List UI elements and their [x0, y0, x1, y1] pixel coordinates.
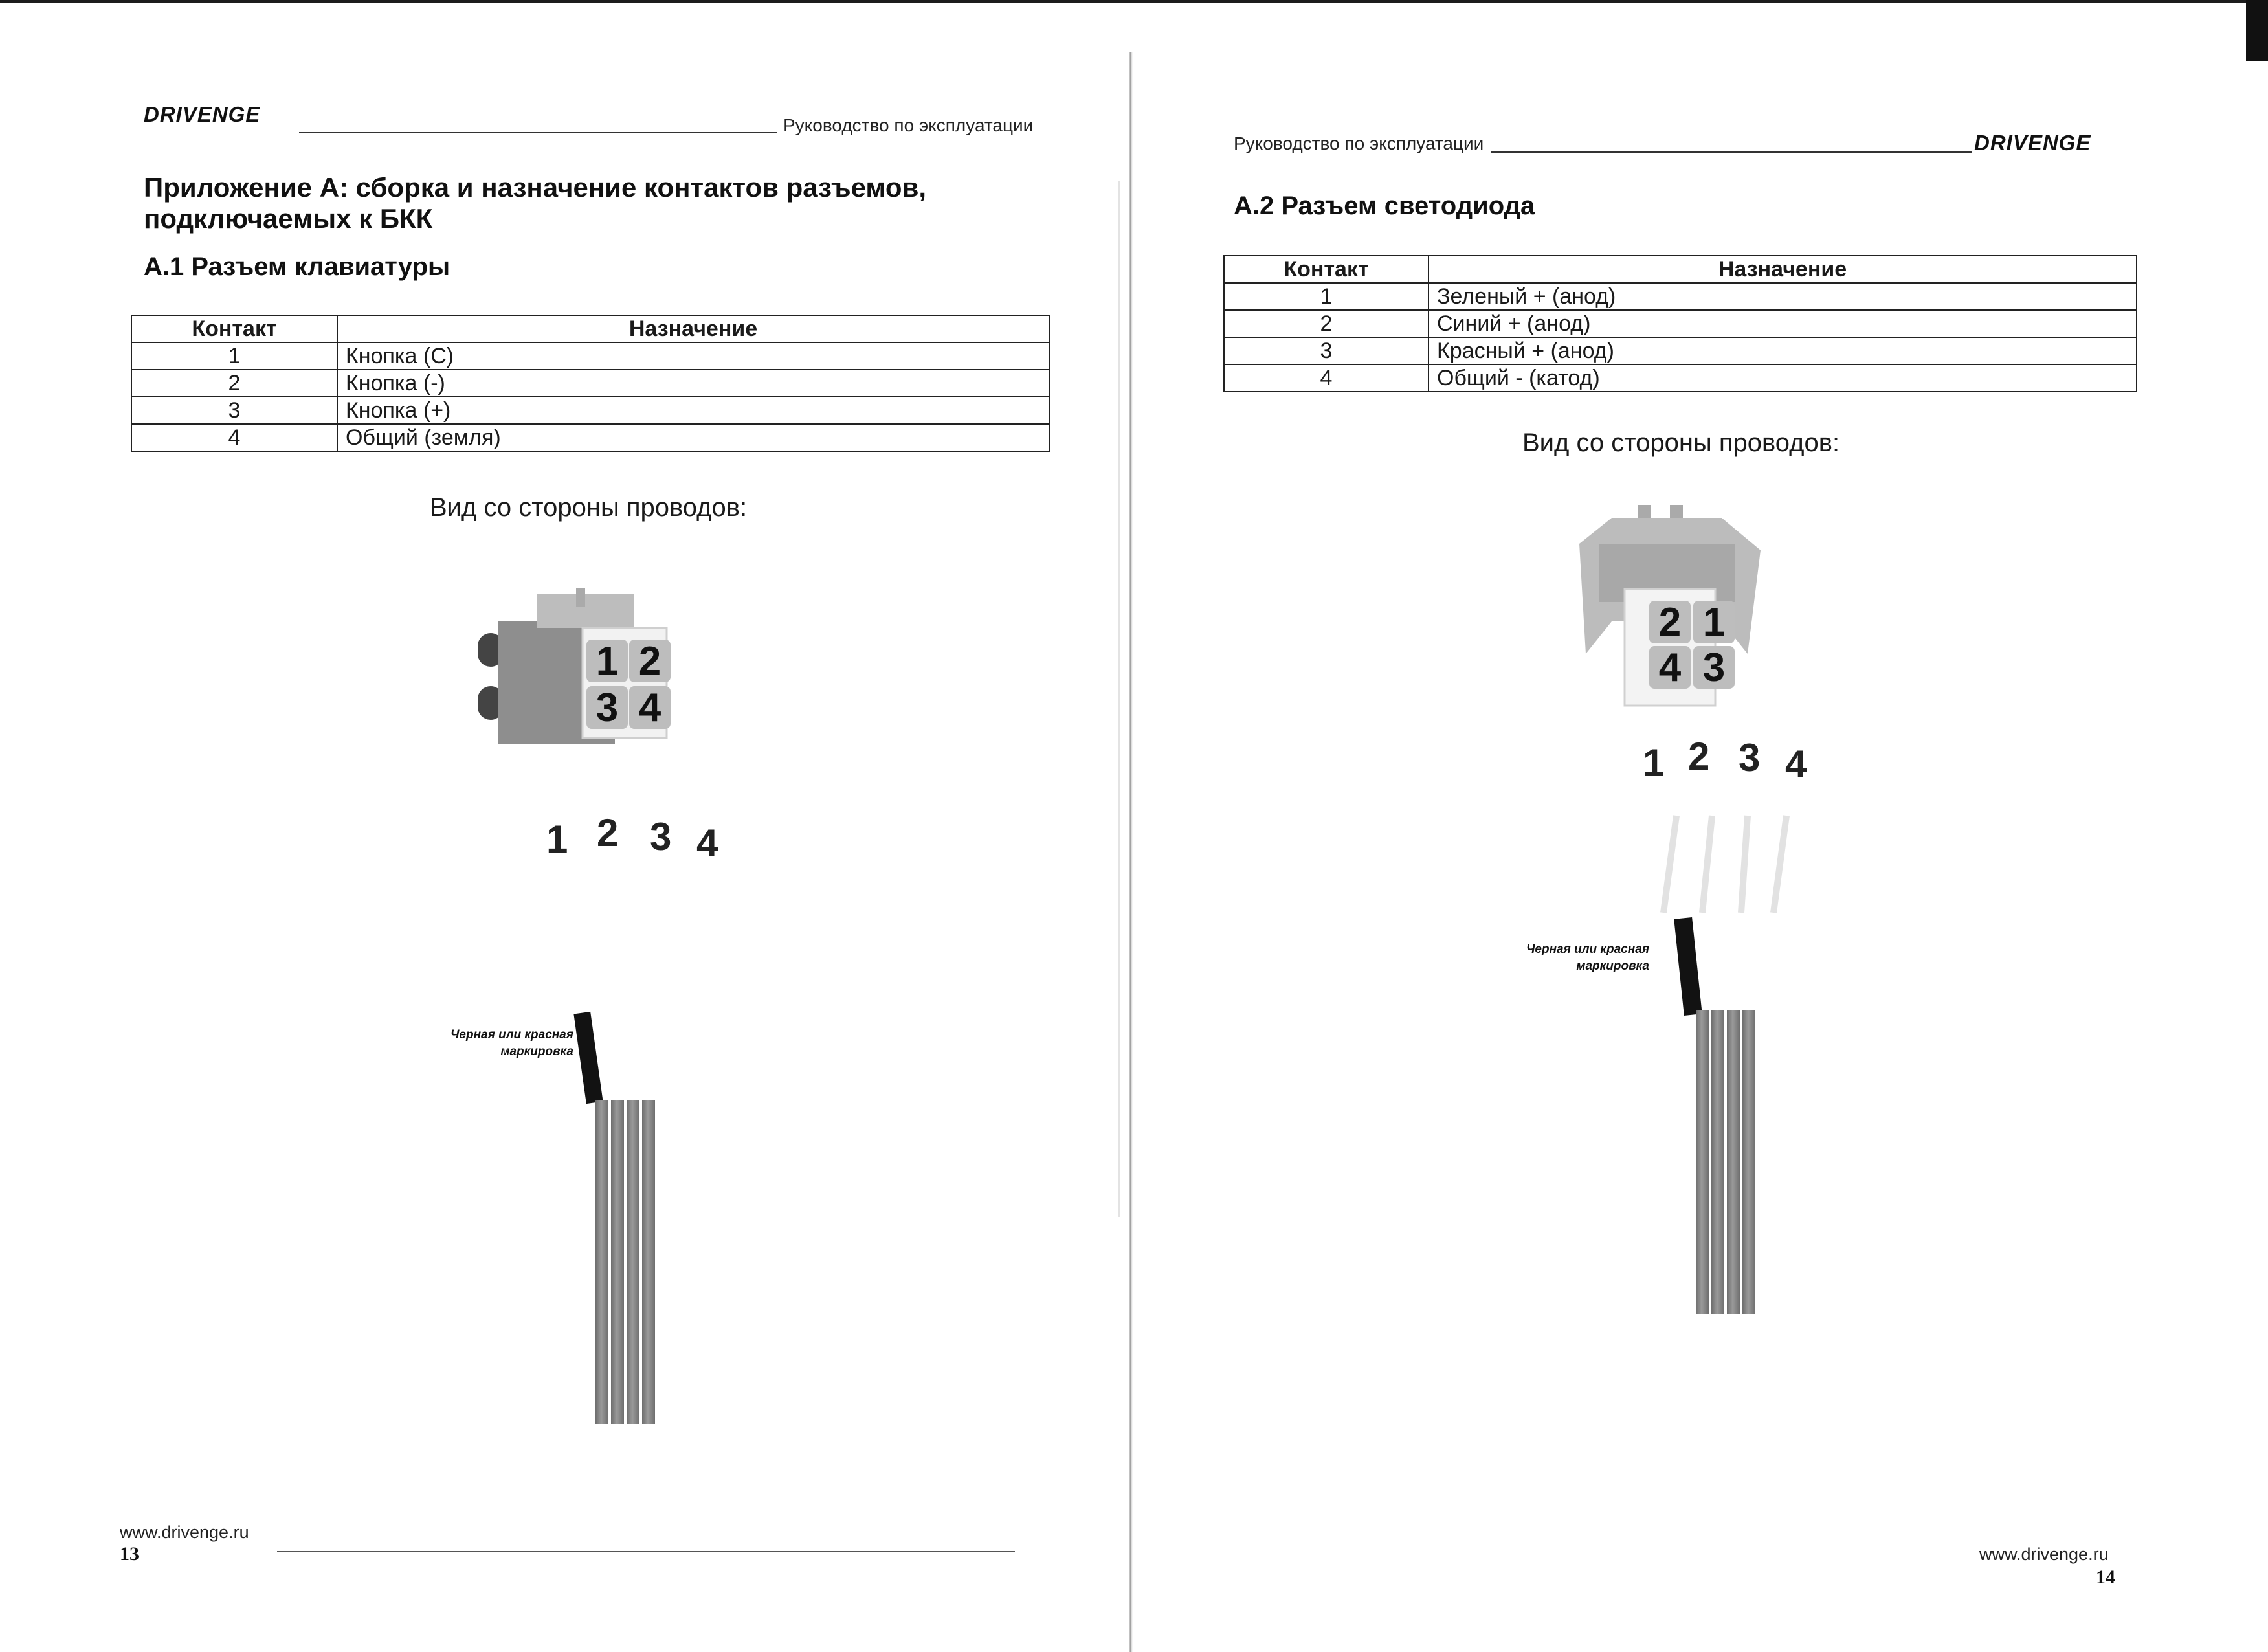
purpose-cell: Кнопка (С) [337, 342, 1049, 370]
wire [1742, 1010, 1755, 1314]
col-header-contact: Контакт [1224, 256, 1429, 283]
page-number: 13 [120, 1543, 139, 1565]
pin-table [131, 315, 1050, 452]
footer-rule [277, 1551, 1015, 1552]
connector-pin: 2 [1649, 601, 1691, 643]
table-row [131, 342, 1049, 370]
book-spine [1129, 52, 1133, 1652]
wire-bundle [1670, 913, 1773, 1321]
header-text: Руководство по эксплуатации [1234, 133, 1484, 153]
section-title: А.2 Разъем светодиода [1234, 192, 1535, 220]
pin-table [1223, 255, 2137, 392]
col-header-purpose: Назначение [337, 315, 1049, 342]
wire [1696, 1010, 1709, 1314]
view-label: Вид со стороны проводов: [430, 493, 748, 522]
contact-cell: 1 [1224, 283, 1429, 310]
wire-number: 1 [1643, 741, 1665, 785]
black-marking-sleeve [1674, 917, 1702, 1016]
connector-pin: 1 [1693, 601, 1735, 643]
header-text: Руководство по эксплуатации [783, 115, 1034, 135]
table-row [1224, 283, 2137, 310]
wire-number: 4 [1785, 742, 1807, 786]
black-marking-sleeve [573, 1012, 603, 1104]
col-header-purpose: Назначение [1429, 256, 2137, 283]
marking-label-line: Черная или красная [450, 1028, 573, 1042]
wire [642, 1100, 655, 1424]
contact-cell: 1 [131, 342, 337, 370]
contact-cell: 3 [131, 397, 337, 424]
contact-cell: 4 [131, 424, 337, 451]
view-label: Вид со стороны проводов: [1522, 429, 1840, 457]
footer-url: www.drivenge.ru [1979, 1545, 2109, 1564]
marking-label [388, 1027, 573, 1060]
table-row [1224, 364, 2137, 392]
page-fold-shadow [1118, 181, 1120, 1217]
contact-cell: 2 [1224, 310, 1429, 337]
wire [627, 1100, 639, 1424]
connector-pin: 4 [1649, 646, 1691, 689]
wire-number: 3 [650, 815, 672, 858]
wire [1711, 1010, 1724, 1314]
appendix-title: Приложение А: сборка и назначение контактов разъемов, подключаемых к БКК [144, 172, 927, 234]
table-row [1224, 310, 2137, 337]
keyboard-connector [472, 583, 680, 757]
marking-label-line: маркировка [1576, 959, 1649, 973]
header-rule [299, 132, 777, 133]
connector-pin: 3 [1693, 646, 1735, 689]
section-title: А.1 Разъем клавиатуры [144, 252, 450, 281]
contact-cell: 2 [131, 370, 337, 397]
wire-bundle [576, 1003, 680, 1431]
contact-cell: 3 [1224, 337, 1429, 364]
col-header-contact: Контакт [131, 315, 337, 342]
marking-label-line: Черная или красная [1526, 943, 1649, 956]
wire-number: 2 [597, 811, 619, 854]
wire [611, 1100, 624, 1424]
wire-number: 1 [546, 818, 568, 861]
purpose-cell: Зеленый + (анод) [1429, 283, 2137, 310]
brand-logo: DRIVENGE [1974, 131, 2091, 155]
purpose-cell: Кнопка (-) [337, 370, 1049, 397]
table-row [131, 370, 1049, 397]
purpose-cell: Кнопка (+) [337, 397, 1049, 424]
connector-pin: 1 [586, 640, 628, 682]
purpose-cell: Красный + (анод) [1429, 337, 2137, 364]
scan-edge-top [0, 0, 2268, 3]
table-row [1224, 337, 2137, 364]
wire-number: 3 [1739, 736, 1761, 779]
purpose-cell: Общий (земля) [337, 424, 1049, 451]
header-rule [1491, 151, 1972, 153]
scan-edge-corner [2246, 0, 2268, 61]
brand-logo: DRIVENGE [144, 102, 261, 126]
footer-url: www.drivenge.ru [120, 1523, 249, 1542]
marking-label [1464, 941, 1649, 975]
wire [1727, 1010, 1740, 1314]
table-row [131, 397, 1049, 424]
wire [595, 1100, 608, 1424]
purpose-cell: Общий - (катод) [1429, 364, 2137, 392]
contact-cell: 4 [1224, 364, 1429, 392]
wire-number: 4 [696, 821, 718, 865]
page-number: 14 [2096, 1567, 2115, 1588]
led-connector [1573, 505, 1767, 712]
connector-pin: 2 [629, 640, 671, 682]
table-row [131, 424, 1049, 451]
pin-contacts-drawing [1657, 803, 1806, 919]
wire-number: 2 [1688, 735, 1710, 778]
purpose-cell: Синий + (анод) [1429, 310, 2137, 337]
connector-pin: 3 [586, 686, 628, 729]
marking-label-line: маркировка [500, 1045, 573, 1058]
connector-pin: 4 [629, 686, 671, 729]
